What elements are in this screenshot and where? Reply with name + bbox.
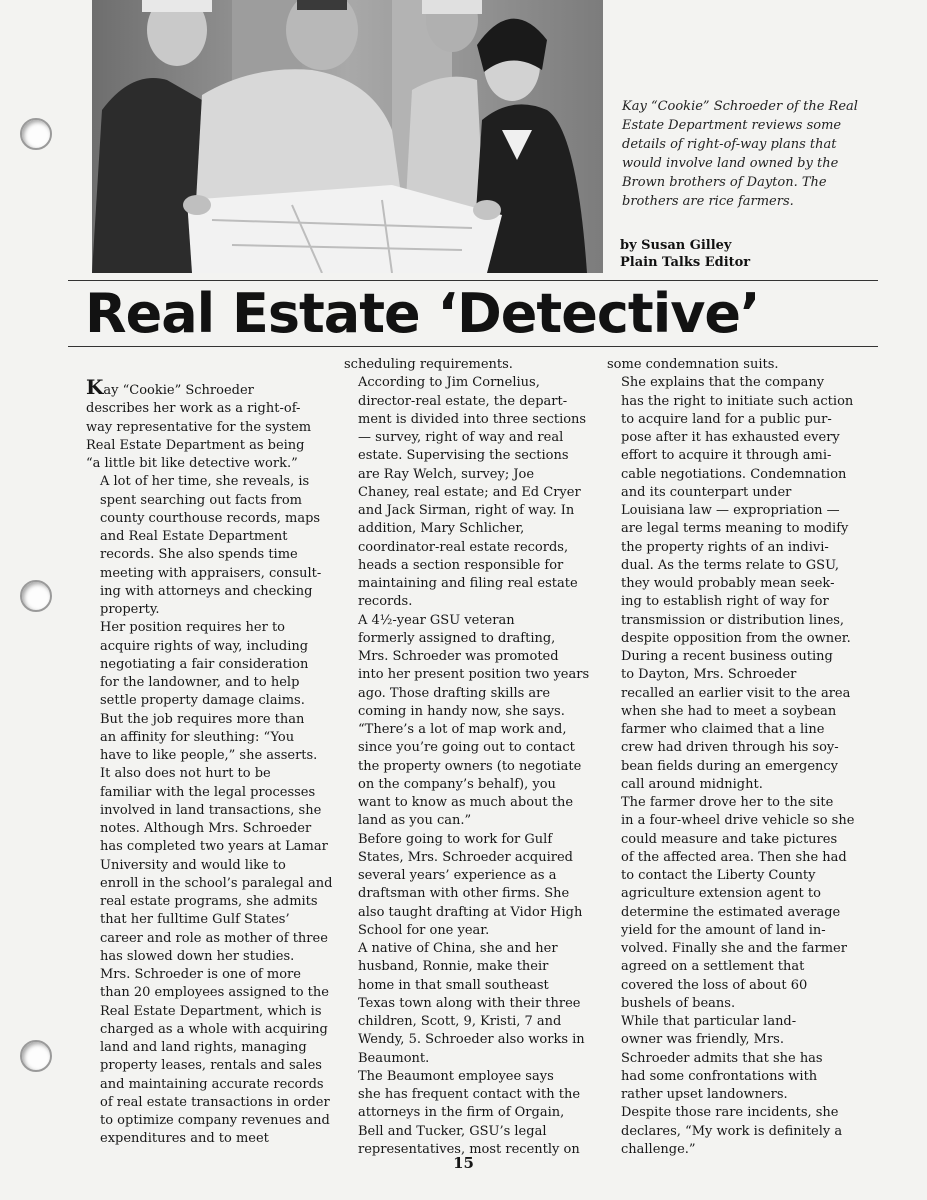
text-line: Bell and Tucker, GSU’s legal — [358, 1123, 547, 1139]
text-line: Real Estate Department, which is — [100, 1003, 322, 1019]
article-paragraph — [344, 612, 589, 831]
text-line: Louisiana law — expropriation — — [621, 503, 840, 518]
text-line: on the company’s behalf), you — [358, 776, 556, 792]
text-line: States, Mrs. Schroeder acquired — [358, 849, 573, 865]
text-line: determine the estimated average — [621, 904, 841, 920]
text-line: have to like people,” she asserts. — [100, 748, 318, 763]
text-line: meeting with appraisers, consult- — [100, 565, 322, 581]
text-line: coordinator-real estate records, — [358, 539, 569, 555]
text-line: The farmer drove her to the site — [621, 795, 834, 810]
text-line: crew had driven through his soy- — [621, 740, 839, 756]
text-line: agriculture extension agent to — [621, 886, 821, 902]
headline-bottom-rule — [68, 346, 878, 347]
text-line: had some confrontations with — [621, 1068, 818, 1084]
article-paragraph — [607, 794, 854, 1013]
text-line: Her position requires her to — [100, 620, 286, 636]
text-line: draftsman with other firms. She — [358, 886, 570, 902]
text-line: when she had to meet a soybean — [621, 703, 837, 719]
text-line: and Real Estate Department — [100, 529, 288, 544]
text-line: transmission or distribution lines, — [621, 612, 845, 628]
article-paragraph — [86, 711, 332, 766]
article-column-3 — [607, 356, 854, 1159]
text-line: husband, Ronnie, make their — [358, 959, 549, 975]
text-line: declares, “My work is definitely a — [621, 1123, 843, 1139]
article-paragraph — [607, 374, 854, 648]
binder-hole-bottom — [20, 1040, 52, 1072]
text-line: charged as a whole with acquiring — [100, 1021, 328, 1037]
text-line: Before going to work for Gulf — [358, 831, 553, 847]
text-line: they would probably mean seek- — [621, 576, 835, 591]
text-line: has slowed down her studies. — [100, 948, 295, 964]
text-line: But the job requires more than — [100, 711, 305, 727]
text-line: to Dayton, Mrs. Schroeder — [621, 667, 797, 683]
text-line: enroll in the school’s paralegal and — [100, 875, 333, 891]
text-line: scheduling requirements. — [344, 357, 513, 372]
page-number: 15 — [453, 1154, 474, 1172]
article-paragraph — [344, 1068, 589, 1159]
headline-top-rule — [68, 280, 878, 281]
article-paragraph — [607, 1013, 854, 1104]
text-line: acquire rights of way, including — [100, 638, 309, 654]
photo-caption: Kay “Cookie” Schroeder of the Real Estate Department reviews some details of right-of-way plans that would involve land owned by the Brown brothers of Dayton. The brothers are rice farmers. — [622, 99, 858, 209]
text-line: formerly assigned to drafting, — [358, 630, 556, 646]
text-line: University and would like to — [100, 857, 286, 873]
text-line: According to Jim Cornelius, — [358, 375, 540, 391]
text-line: addition, Mary Schlicher, — [358, 521, 525, 537]
text-line: A lot of her time, she reveals, is — [100, 474, 310, 490]
text-line: rather upset landowners. — [621, 1087, 788, 1102]
headline: Real Estate ‘Detective’ — [85, 282, 760, 345]
text-line: challenge.” — [621, 1141, 696, 1157]
drop-cap: K — [86, 375, 104, 399]
text-line: Chaney, real estate; and Ed Cryer — [358, 484, 581, 500]
text-line: Schroeder admits that she has — [621, 1050, 823, 1066]
article-paragraph — [344, 831, 589, 941]
text-line: School for one year. — [358, 922, 490, 938]
text-line: than 20 employees assigned to the — [100, 985, 329, 1001]
text-line: ago. Those drafting skills are — [358, 685, 551, 701]
text-line: some condemnation suits. — [607, 357, 779, 372]
text-line: Mrs. Schroeder was promoted — [358, 649, 559, 664]
text-line: Wendy, 5. Schroeder also works in — [358, 1032, 585, 1048]
article-paragraph — [86, 619, 332, 710]
text-line: way representative for the system — [86, 419, 312, 435]
article-column-2 — [344, 356, 589, 1159]
text-line: home in that small southeast — [358, 977, 549, 993]
byline-role: Plain Talks Editor — [620, 255, 751, 270]
text-line: A native of China, she and her — [358, 941, 558, 956]
text-line: to optimize company revenues and — [100, 1113, 330, 1128]
text-line: could measure and take pictures — [621, 831, 838, 847]
article-paragraph — [344, 940, 589, 1068]
text-line: are legal terms meaning to modify — [621, 521, 849, 537]
text-line: are Ray Welch, survey; Joe — [358, 466, 535, 482]
text-line: several years’ experience as a — [358, 868, 557, 883]
text-line: negotiating a fair consideration — [100, 656, 309, 672]
text-line: the property owners (to negotiate — [358, 758, 582, 774]
text-line: land and land rights, managing — [100, 1040, 307, 1055]
text-line: and its counterpart under — [621, 484, 792, 500]
text-line: want to know as much about the — [358, 795, 574, 810]
text-line: has completed two years at Lamar — [100, 839, 328, 855]
text-line: farmer who claimed that a line — [621, 722, 825, 737]
byline — [620, 237, 880, 271]
article-column-1 — [86, 375, 333, 1149]
text-line: “There’s a lot of map work and, — [358, 722, 567, 737]
text-line: property leases, rentals and sales — [100, 1058, 322, 1074]
text-line: ing to establish right of way for — [621, 594, 829, 610]
text-line: The Beaumont employee says — [358, 1068, 554, 1084]
text-line: covered the loss of about 60 — [621, 977, 808, 993]
text-line: call around midnight. — [621, 776, 763, 792]
text-line: that her fulltime Gulf States’ — [100, 912, 290, 928]
article-paragraph — [607, 356, 854, 374]
text-line: property. — [100, 602, 160, 617]
text-line: agreed on a settlement that — [621, 959, 805, 975]
text-line: has the right to initiate such action — [621, 393, 854, 409]
text-line: yield for the amount of land in- — [621, 922, 826, 938]
text-line: describes her work as a right-of- — [86, 401, 301, 417]
text-line: in a four-wheel drive vehicle so she — [621, 813, 855, 829]
text-line: familiar with the legal processes — [100, 784, 316, 800]
text-line: of real estate transactions in order — [100, 1094, 330, 1110]
text-line: records. She also spends time — [100, 547, 298, 563]
text-line: representatives, most recently on — [358, 1141, 580, 1157]
text-line: to contact the Liberty County — [621, 868, 816, 883]
text-line: Real Estate Department as being — [86, 437, 305, 453]
text-line: the property rights of an indivi- — [621, 539, 829, 555]
text-line: she has frequent contact with the — [358, 1087, 581, 1102]
text-line: owner was friendly, Mrs. — [621, 1032, 784, 1048]
text-line: It also does not hurt to be — [100, 766, 271, 782]
text-line: effort to acquire it through ami- — [621, 448, 832, 464]
text-line: involved in land transactions, she — [100, 802, 322, 818]
text-line: spent searching out facts from — [100, 492, 302, 508]
text-line: despite opposition from the owner. — [621, 630, 851, 646]
text-line: ment is divided into three sections — [358, 411, 587, 427]
article-paragraph — [607, 648, 854, 794]
text-line: children, Scott, 9, Kristi, 7 and — [358, 1014, 562, 1029]
text-line: into her present position two years — [358, 667, 590, 683]
text-line: heads a section responsible for — [358, 557, 564, 573]
text-line: bushels of beans. — [621, 995, 736, 1011]
text-line: attorneys in the firm of Orgain, — [358, 1105, 565, 1121]
article-paragraph — [86, 473, 332, 619]
text-line: expenditures and to meet — [100, 1131, 269, 1147]
text-line: volved. Finally she and the farmer — [621, 941, 847, 956]
binder-hole-top — [20, 118, 52, 150]
article-paragraph — [86, 765, 332, 966]
text-line: maintaining and filing real estate — [358, 576, 578, 591]
text-line: an affinity for sleuthing: “You — [100, 729, 295, 745]
text-line: Texas town along with their three — [358, 995, 581, 1011]
text-line: notes. Although Mrs. Schroeder — [100, 821, 312, 836]
article-paragraph — [86, 966, 332, 1149]
binder-hole-middle — [20, 580, 52, 612]
text-line: “a little bit like detective work.” — [86, 456, 298, 471]
text-line: and maintaining accurate records — [100, 1076, 324, 1092]
text-line: Beaumont. — [358, 1050, 430, 1066]
text-line: cable negotiations. Condemnation — [621, 466, 847, 482]
article-photo — [92, 0, 603, 273]
text-line: During a recent business outing — [621, 649, 833, 664]
text-line: recalled an earlier visit to the area — [621, 685, 851, 701]
article-paragraph — [344, 374, 589, 611]
text-line: pose after it has exhausted every — [621, 430, 840, 445]
text-line: ing with attorneys and checking — [100, 583, 313, 599]
byline-author: by Susan Gilley — [620, 238, 732, 253]
text-line: for the landowner, and to help — [100, 675, 300, 690]
text-line: career and role as mother of three — [100, 930, 328, 946]
text-line: — survey, right of way and real — [358, 430, 564, 445]
text-line: She explains that the company — [621, 375, 825, 391]
text-line: to acquire land for a public pur- — [621, 411, 832, 427]
text-line: estate. Supervising the sections — [358, 448, 569, 464]
article-paragraph — [344, 356, 589, 374]
text-line: dual. As the terms relate to GSU, — [621, 557, 839, 573]
text-line: records. — [358, 594, 413, 610]
text-line: and Jack Sirman, right of way. In — [358, 503, 575, 518]
text-line: settle property damage claims. — [100, 693, 305, 709]
text-line: While that particular land- — [621, 1014, 797, 1029]
text-line: land as you can.” — [358, 813, 472, 829]
text-line: Kay “Cookie” Schroeder — [86, 375, 254, 399]
text-line: bean fields during an emergency — [621, 758, 839, 774]
text-line: coming in handy now, she says. — [358, 703, 565, 719]
text-line: real estate programs, she admits — [100, 894, 318, 909]
text-line: A 4½-year GSU veteran — [358, 612, 515, 628]
article-paragraph — [607, 1104, 854, 1159]
text-line: Mrs. Schroeder is one of more — [100, 967, 301, 982]
text-line: also taught drafting at Vidor High — [358, 904, 583, 920]
text-line: of the affected area. Then she had — [621, 849, 847, 865]
text-line: since you’re going out to contact — [358, 740, 575, 756]
article-paragraph — [86, 375, 332, 473]
text-line: county courthouse records, maps — [100, 510, 321, 526]
text-line: director-real estate, the depart- — [358, 393, 568, 409]
text-line: Despite those rare incidents, she — [621, 1105, 839, 1121]
